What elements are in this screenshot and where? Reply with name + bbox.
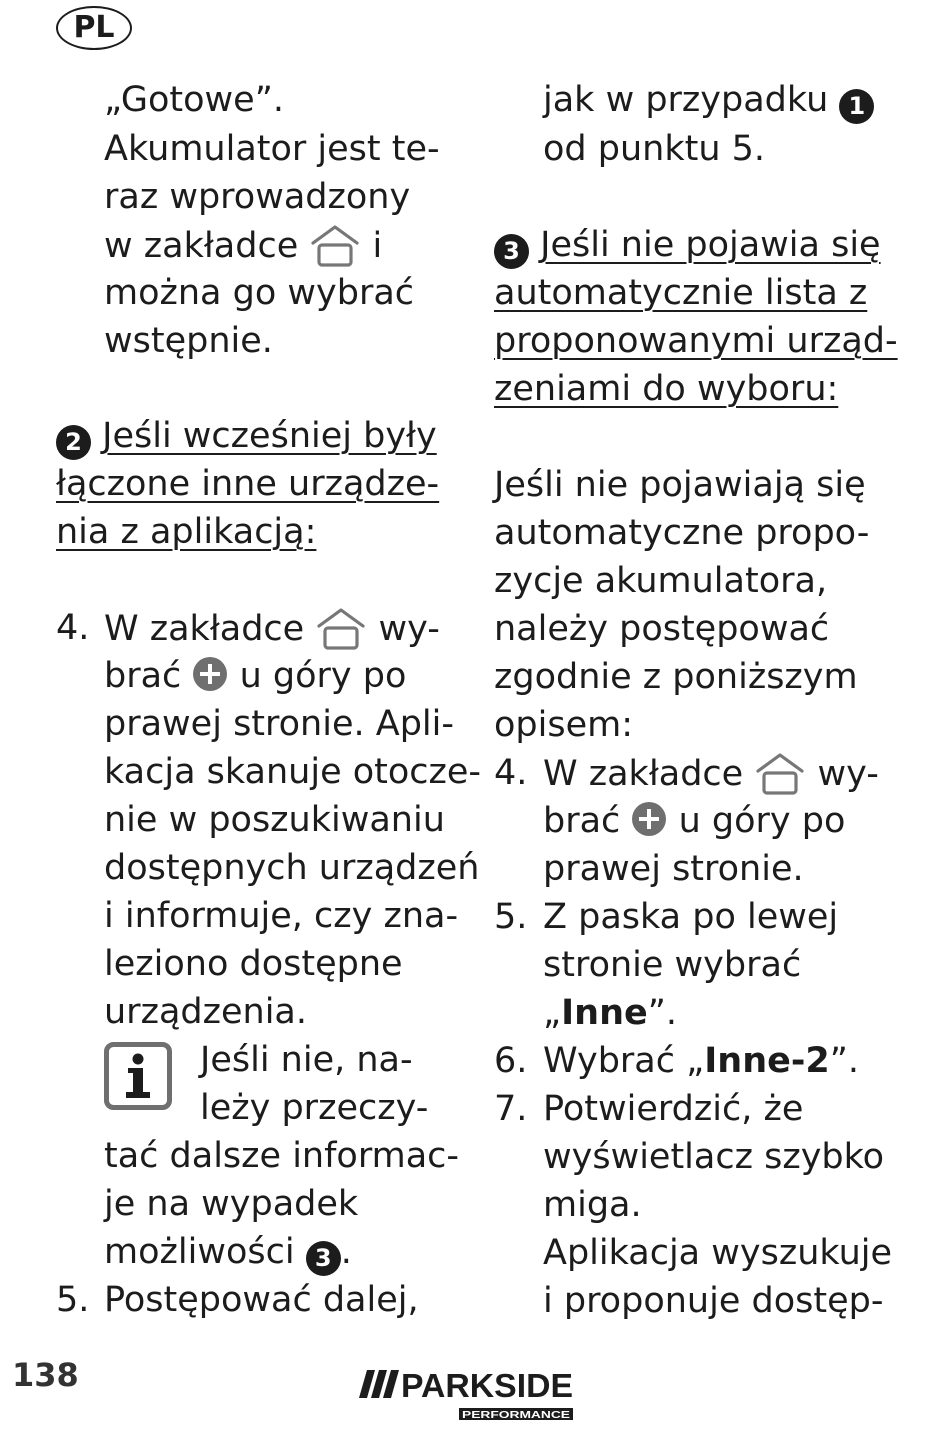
step-number: 6. [494, 1041, 528, 1081]
text-segment: ”. [829, 1041, 860, 1081]
text-line: Z paska po lewej [543, 897, 839, 937]
text-line: i proponuje dostęp- [543, 1281, 884, 1321]
text-segment: jak w przypadku [543, 80, 829, 120]
section-heading [56, 414, 437, 460]
language-badge: PL [56, 6, 132, 50]
section-number-badge: 2 [56, 425, 91, 460]
text-line: miga. [543, 1185, 642, 1225]
text-segment: W zakładce [104, 609, 305, 649]
text-line [543, 991, 677, 1035]
text-line [104, 606, 440, 652]
menu-option-name: Inne [561, 993, 648, 1033]
text-segment: „ [543, 993, 562, 1033]
text-segment: wy- [378, 609, 440, 649]
page-number: 138 [12, 1356, 79, 1394]
text-segment: brać [543, 801, 621, 841]
plus-circle-icon [192, 656, 228, 692]
text-segment: u góry po [239, 656, 407, 696]
text-line: Aplikacja wyszukuje [543, 1233, 893, 1273]
home-icon [315, 606, 367, 652]
text-line: Jeśli nie pojawiają się [494, 465, 866, 505]
text-line: urządzenia. [104, 992, 307, 1032]
parkside-logo [355, 1366, 575, 1426]
plus-circle-icon [631, 801, 667, 837]
text-line: kacja skanuje otocze- [104, 752, 482, 792]
home-icon [754, 751, 806, 797]
text-line: wstępnie. [104, 321, 273, 361]
text-line: Postępować dalej, [104, 1280, 419, 1320]
text-segment: u góry po [678, 801, 846, 841]
heading-text: nia z aplikacją: [56, 512, 317, 552]
text-segment: wy- [817, 754, 879, 794]
text-line: „Gotowe”. [104, 80, 284, 120]
note-text: je na wypadek [104, 1184, 359, 1224]
text-line: i informuje, czy zna- [104, 896, 459, 936]
text-line [543, 751, 879, 797]
text-line [104, 223, 382, 269]
step-number: 5. [494, 897, 528, 937]
text-segment: i [372, 226, 383, 266]
text-line: zgodnie z poniższym [494, 657, 858, 697]
text-segment: W zakładce [543, 754, 744, 794]
text-segment: w zakładce [104, 226, 299, 266]
heading-text: proponowanymi urząd- [494, 321, 898, 361]
step-number: 5. [56, 1280, 90, 1320]
text-line: Potwierdzić, że [543, 1089, 804, 1129]
info-icon [104, 1042, 172, 1110]
heading-text: łączone inne urządze- [56, 464, 440, 504]
text-line: raz wprowadzony [104, 177, 411, 217]
text-segment: Wybrać „ [543, 1041, 705, 1081]
menu-option-name: Inne-2 [704, 1041, 830, 1081]
text-line: Akumulator jest te- [104, 129, 440, 169]
section-reference-badge: 1 [839, 89, 874, 124]
text-line [543, 1039, 859, 1083]
text-line: prawej stronie. [543, 849, 804, 889]
text-segment: brać [104, 656, 182, 696]
text-line: nie w poszukiwaniu [104, 800, 445, 840]
note-text: tać dalsze informac- [104, 1136, 460, 1176]
text-line [104, 654, 406, 698]
text-line: prawej stronie. Apli- [104, 704, 454, 744]
section-reference-badge: 3 [306, 1241, 341, 1276]
heading-text: Jeśli wcześniej były [102, 416, 437, 456]
text-segment: możliwości [104, 1232, 295, 1272]
step-number: 4. [494, 753, 528, 793]
text-line: leziono dostępne [104, 944, 403, 984]
text-line: opisem: [494, 705, 634, 745]
brand-sub: PERFORMANCE [462, 1410, 571, 1421]
brand-name: PARKSIDE [401, 1367, 573, 1404]
step-number: 4. [56, 608, 90, 648]
text-line: dostępnych urządzeń [104, 848, 480, 888]
text-line [543, 78, 874, 124]
text-line: należy postępować [494, 609, 830, 649]
text-segment: . [340, 1232, 352, 1272]
step-number: 7. [494, 1089, 528, 1129]
text-line: zycje akumulatora, [494, 561, 828, 601]
section-heading [494, 223, 881, 269]
note-text: leży przeczy- [200, 1088, 429, 1128]
text-line: wyświetlacz szybko [543, 1137, 885, 1177]
note-text [104, 1230, 352, 1276]
heading-text: Jeśli nie pojawia się [540, 225, 881, 265]
text-line: stronie wybrać [543, 945, 802, 985]
text-line: można go wybrać [104, 273, 415, 313]
heading-text: automatycznie lista z [494, 273, 868, 313]
section-number-badge: 3 [494, 234, 529, 269]
text-segment: ”. [647, 993, 678, 1033]
text-line: od punktu 5. [543, 129, 766, 169]
home-icon [309, 223, 361, 269]
text-line [543, 799, 845, 843]
note-text: Jeśli nie, na- [200, 1040, 413, 1080]
text-line: automatyczne propo- [494, 513, 870, 553]
heading-text: zeniami do wyboru: [494, 369, 839, 409]
